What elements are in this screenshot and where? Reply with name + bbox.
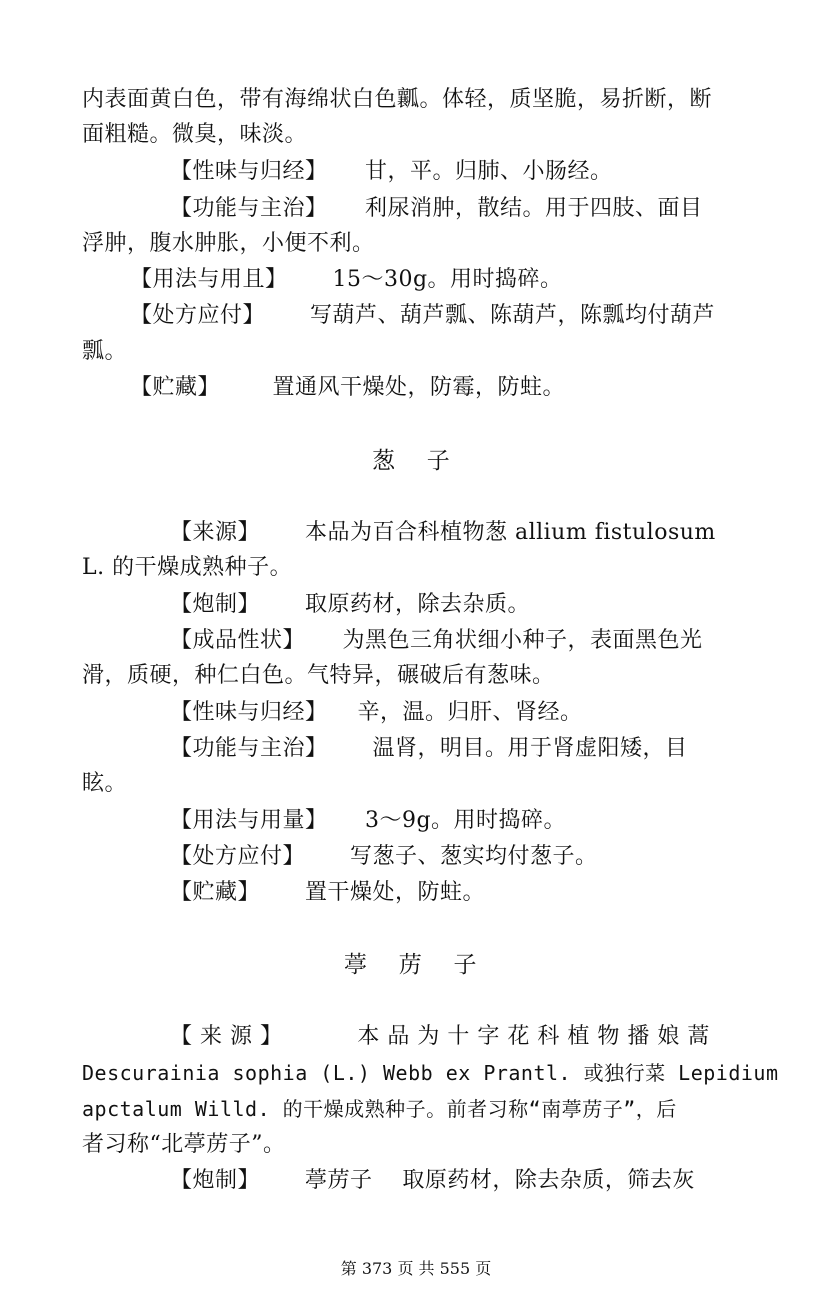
section-title: 葶 苈 子 — [344, 952, 477, 978]
processing: 【炮制】 葶苈子 取原药材，除去杂质，筛去灰 — [170, 1168, 695, 1193]
section-title: 葱 子 — [372, 448, 451, 474]
usage-dosage: 【用法与用量】 3～9g。用时捣碎。 — [170, 808, 567, 833]
storage: 【贮藏】 置干燥处，防蛀。 — [170, 880, 485, 905]
page-number-footer: 第 373 页 共 555 页 — [340, 1259, 492, 1278]
storage: 【贮藏】 置通风干燥处，防霉，防蛀。 — [130, 375, 565, 400]
source-cont: 者习称“北葶苈子”。 — [82, 1132, 286, 1157]
property-flavor-meridian: 【性味与归经】 辛，温。归肝、肾经。 — [170, 700, 583, 725]
source-cont: Descurainia sophia (L.) Webb ex Prantl. 或独行菜 Lepidium — [82, 1061, 779, 1085]
function-indication: 【功能与主治】 利尿消肿，散结。用于四肢、面目 — [170, 196, 703, 221]
source: 【来源】 本品为百合科植物葱 allium fistulosum — [170, 520, 716, 545]
property-flavor-meridian: 【性味与归经】 甘，平。归肺、小肠经。 — [170, 159, 613, 184]
usage-dosage: 【用法与用且】 15～30g。用时捣碎。 — [130, 267, 563, 292]
text-line: 面粗糙。微臭，味淡。 — [82, 122, 308, 147]
prescription-cont: 瓢。 — [82, 339, 128, 364]
text-line: 内表面黄白色，带有海绵状白色瓤。体轻，质坚脆，易折断，断 — [82, 87, 713, 112]
function-indication-cont: 眩。 — [82, 771, 128, 796]
source: 【 来 源 】 本 品 为 十 字 花 科 植 物 播 娘 蒿 — [170, 1024, 710, 1049]
product-characteristics: 【成品性状】 为黑色三角状细小种子，表面黑色光 — [170, 628, 703, 653]
prescription: 【处方应付】 写葫芦、葫芦瓢、陈葫芦，陈瓢均付葫芦 — [130, 303, 715, 328]
source-cont: L. 的干燥成熟种子。 — [82, 555, 293, 580]
prescription: 【处方应付】 写葱子、葱实均付葱子。 — [170, 844, 598, 869]
source-cont: apctalum Willd. 的干燥成熟种子。前者习称“南葶苈子”，后 — [82, 1097, 677, 1121]
processing: 【炮制】 取原药材，除去杂质。 — [170, 592, 530, 617]
function-indication-cont: 浮肿，腹水肿胀，小便不利。 — [82, 231, 375, 256]
function-indication: 【功能与主治】 温肾，明目。用于肾虚阳矮，目 — [170, 736, 688, 761]
product-characteristics-cont: 滑，质硬，种仁白色。气特异，碾破后有葱味。 — [82, 663, 555, 688]
